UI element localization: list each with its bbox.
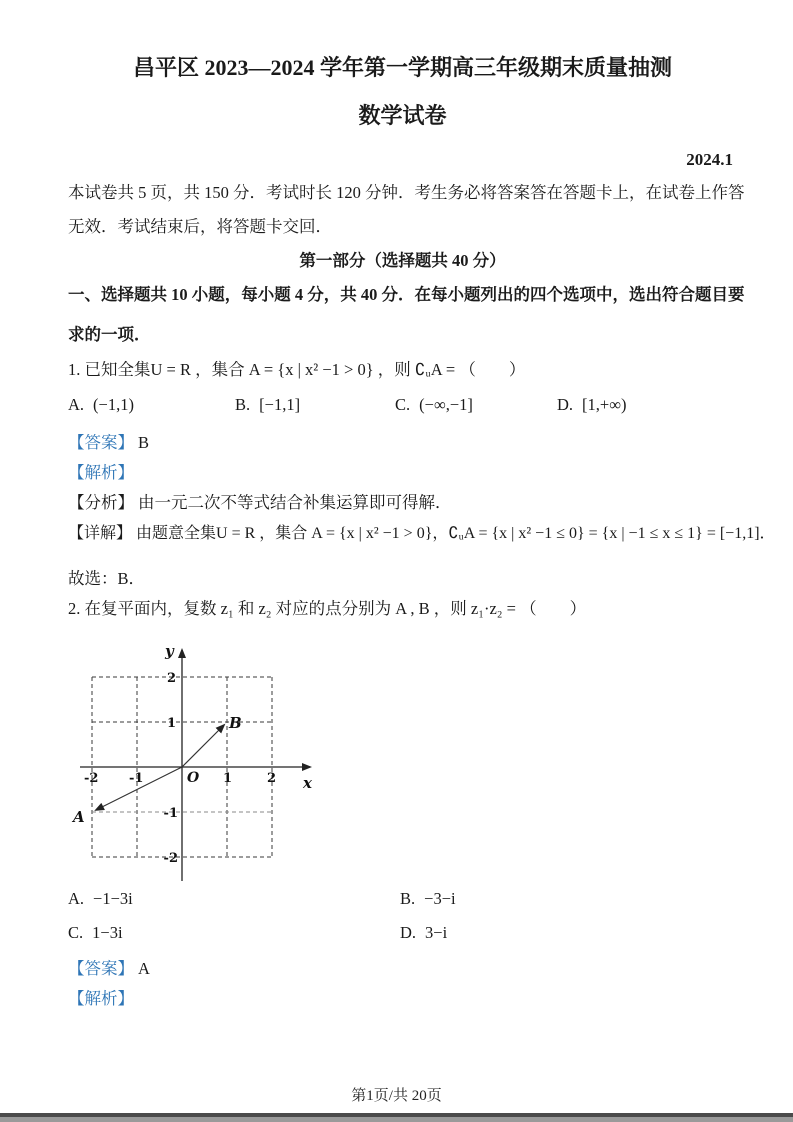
- option-text: (−∞,−1]: [419, 395, 473, 414]
- instruction-line-1: 一、选择题共 10 小题，每小题 4 分，共 40 分．在每小题列出的四个选项中，选出符合题目要: [68, 285, 745, 304]
- exam-title: 昌平区 2023—2024 学年第一学期高三年级期末质量抽测: [132, 55, 672, 80]
- figure-labels: [71, 642, 313, 866]
- option-label: C.: [68, 923, 84, 942]
- question-2-options-row-2: [68, 916, 737, 950]
- x-tick-1: 1: [223, 771, 233, 786]
- question-1-stem: 1. 已知全集U = R ，集合 A = {x | x² −1 > 0} ，则 ∁ᵤA = （ ）: [68, 360, 526, 379]
- q1-analysis-line: [68, 488, 737, 518]
- y-tick--1: -1: [163, 806, 178, 821]
- origin-label: O: [187, 770, 200, 786]
- option-text: 1−3i: [92, 923, 123, 942]
- explain-tag: 【解析】: [68, 989, 134, 1008]
- point-A-label: A: [73, 808, 85, 826]
- analysis-tag: 【分析】: [68, 493, 134, 512]
- q2-option-a: [68, 882, 400, 916]
- q2-explain-line: [68, 984, 737, 1014]
- page-number-footer: 第1页/共 20页: [351, 1088, 442, 1104]
- q1-conclusion: 故选：B．: [68, 569, 146, 588]
- q1-option-a: [68, 388, 235, 422]
- section-heading: 第一部分（选择题共 40 分）: [299, 251, 506, 270]
- y-tick-2: 2: [166, 671, 176, 686]
- x-tick--2: -2: [84, 771, 99, 786]
- exam-subtitle: 数学试卷: [358, 103, 447, 128]
- y-axis-label: y: [165, 642, 174, 660]
- q2-answer-value: A: [138, 959, 150, 978]
- answer-tag: 【答案】: [68, 433, 134, 452]
- q1-answer-value: B: [138, 433, 150, 452]
- complex-plane-figure: [60, 634, 737, 886]
- instruction-line-2: 求的一项．: [68, 325, 151, 344]
- option-text: −3−i: [424, 889, 456, 908]
- q1-explain-line: [68, 458, 737, 488]
- complex-plane-svg: [60, 634, 340, 886]
- option-text: [−1,1]: [259, 395, 301, 414]
- option-text: −1−3i: [93, 889, 133, 908]
- question-1-options: [68, 388, 737, 422]
- option-text: (−1,1): [93, 395, 134, 414]
- q2-option-b: [400, 882, 456, 916]
- y-tick-1: 1: [166, 716, 176, 731]
- x-tick-2: 2: [267, 771, 277, 786]
- option-label: B.: [235, 395, 251, 414]
- notice-line-1: 本试卷共 5 页，共 150 分．考试时长 120 分钟．考生务必将答案答在答题卡上，在试卷上作答: [68, 183, 745, 202]
- q2-option-d: [400, 916, 447, 950]
- axes: [80, 650, 310, 881]
- option-label: C.: [395, 395, 411, 414]
- answer-tag: 【答案】: [68, 959, 134, 978]
- detail-tag: 【详解】: [68, 525, 133, 542]
- vector-OB: [182, 725, 224, 767]
- q1-answer-line: [68, 428, 737, 458]
- option-label: D.: [557, 395, 574, 414]
- q1-analysis-text: 由一元二次不等式结合补集运算即可得解．: [138, 493, 452, 512]
- q1-option-d: [557, 388, 626, 422]
- option-label: B.: [400, 889, 416, 908]
- question-2-stem: 2. 在复平面内，复数 z₁ 和 z₂ 对应的点分别为 A , B ，则 z₁·z₂ = （ ）: [68, 599, 587, 618]
- option-text: 3−i: [425, 923, 448, 942]
- question-2-options-row-1: [68, 882, 737, 916]
- q2-answer-line: [68, 954, 737, 984]
- exam-date: 2024.1: [686, 150, 733, 169]
- option-label: D.: [400, 923, 417, 942]
- x-tick--1: -1: [129, 771, 144, 786]
- bottom-edge-bar: [0, 1113, 793, 1122]
- y-tick--2: -2: [163, 851, 178, 866]
- q1-option-c: [395, 388, 557, 422]
- x-axis-label: x: [303, 774, 312, 792]
- notice-line-2: 无效．考试结束后，将答题卡交回．: [68, 217, 332, 236]
- option-label: A.: [68, 889, 85, 908]
- q1-option-b: [235, 388, 395, 422]
- option-label: A.: [68, 395, 85, 414]
- point-B-label: B: [229, 714, 242, 732]
- q2-option-c: [68, 916, 400, 950]
- explain-tag: 【解析】: [68, 463, 134, 482]
- q1-detail-line: [68, 518, 776, 550]
- q1-detail-text: 由题意全集U = R ，集合 A = {x | x² −1 > 0}，∁ᵤA = {x | x² −1 ≤ 0} = {x | −1 ≤ x ≤ 1} = [−1,1]．: [136, 525, 776, 542]
- option-text: [1,+∞): [582, 395, 627, 414]
